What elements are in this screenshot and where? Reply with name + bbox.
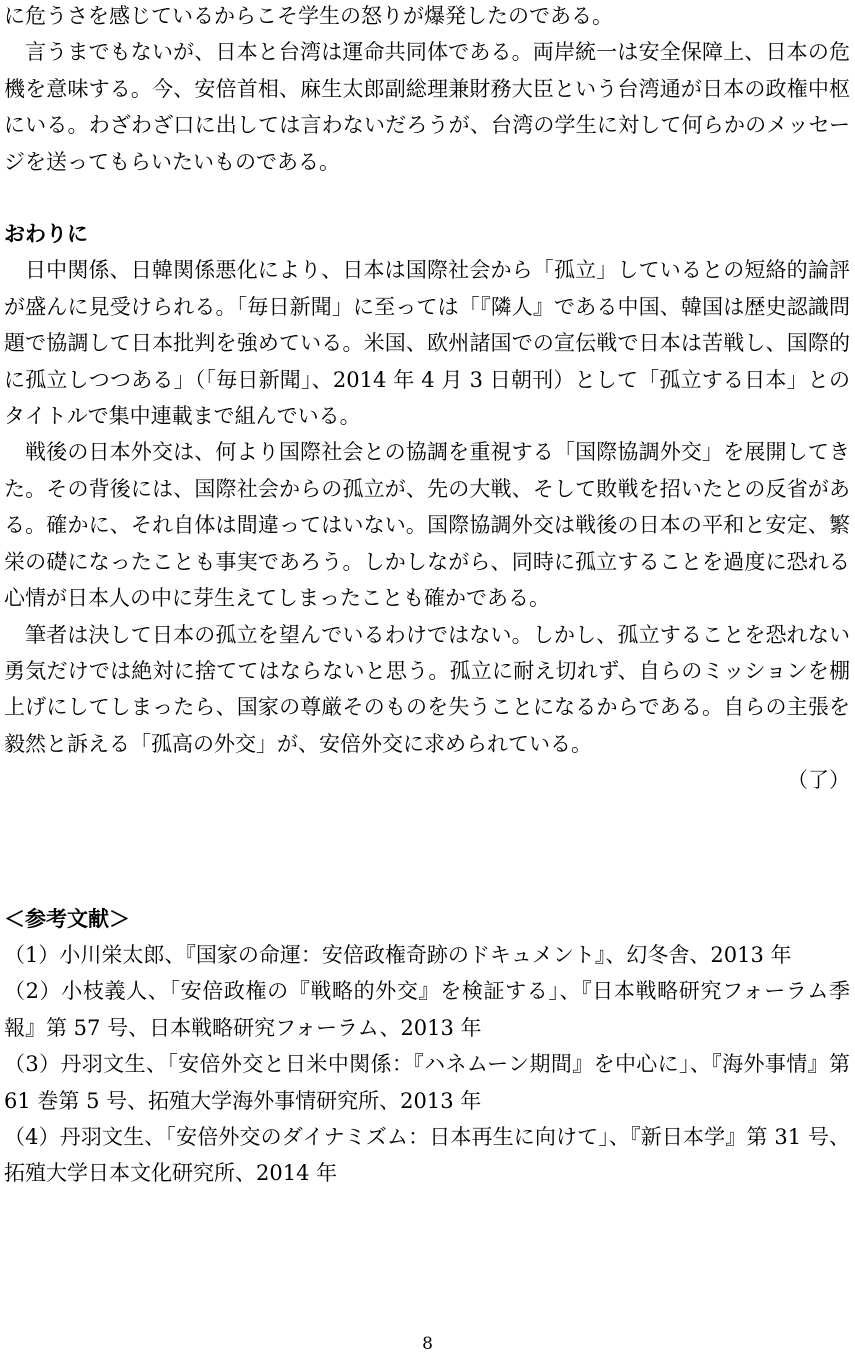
reference-item: （4）丹羽文生、「安倍外交のダイナミズム：日本再生に向けて」、『新日本学』第 31 号、拓殖大学日本文化研究所、2014 年 bbox=[4, 1124, 850, 1186]
page-number: 8 bbox=[422, 1334, 433, 1354]
section-heading-references: ＜参考文献＞ bbox=[4, 906, 130, 931]
paragraph-taiwan: 言うまでもないが、日本と台湾は運命共同体である。両岸統一は安全保障上、日本の危機を意味する。今、安倍首相、麻生太郎副総理兼財務大臣という台湾通が日本の政権中枢にいる。わざわざ口に出しては言わないだろうが、台湾の学生に対して何らかのメッセージを送ってもらいたいものである。 bbox=[4, 40, 851, 174]
document-page bbox=[4, 0, 850, 1192]
reference-list bbox=[4, 937, 850, 1192]
paragraph-postwar-diplomacy: 戦後の日本外交は、何より国際社会との協調を重視する「国際協調外交」を展開してきた。その背後には、国際社会からの孤立が、先の大戦、そして敗戦を招いたとの反省がある。確かに、それ自体は間違ってはいない。国際協調外交は戦後の日本の平和と安定、繁栄の礎になったことも事実であろう。しかしながら、同時に孤立することを過度に恐れる心情が日本人の中に芽生えてしまったことも確かである。 bbox=[4, 440, 850, 611]
section-heading-conclusion: おわりに bbox=[4, 222, 88, 247]
paragraph-author-view: 筆者は決して日本の孤立を望んでいるわけではない。しかし、孤立することを恐れない勇気だけでは絶対に捨ててはならないと思う。孤立に耐え切れず、自らのミッションを棚上げにしてしまったら、国家の尊厳そのものを失うことになるからである。自らの主張を毅然と訴える「孤高の外交」が、安倍外交に求められている。 bbox=[4, 622, 850, 756]
reference-item: （3）丹羽文生、「安倍外交と日米中関係：『ハネムーン期間』を中心に」、『海外事情』第 61 巻第 5 号、拓殖大学海外事情研究所、2013 年 bbox=[4, 1052, 850, 1113]
reference-item: （1）小川栄太郎、『国家の命運：安倍政権奇跡のドキュメント』、幻冬舎、2013 年 bbox=[4, 942, 792, 967]
closing-mark: （了） bbox=[787, 768, 850, 793]
reference-item: （2）小枝義人、「安倍政権の『戦略的外交』を検証する」、『日本戦略研究フォーラム季報』第 57 号、日本戦略研究フォーラム、2013 年 bbox=[4, 979, 850, 1040]
paragraph-continued: に危うさを感じているからこそ学生の怒りが爆発したのである。 bbox=[4, 4, 613, 28]
paragraph-isolation-commentary: 日中関係、日韓関係悪化により、日本は国際社会から「孤立」しているとの短絡的論評が盛んに見受けられる。「毎日新聞」に至っては「『隣人』である中国、韓国は歴史認識問題で協調して日本批判を強めている。米国、欧州諸国での宣伝戦で日本は苦戦し、国際的に孤立しつつある」（「毎日新聞」、2014 年 4 月 3 日朝刊）として「孤立する日本」とのタイトルで集中連載まで組んでいる。 bbox=[4, 258, 850, 429]
